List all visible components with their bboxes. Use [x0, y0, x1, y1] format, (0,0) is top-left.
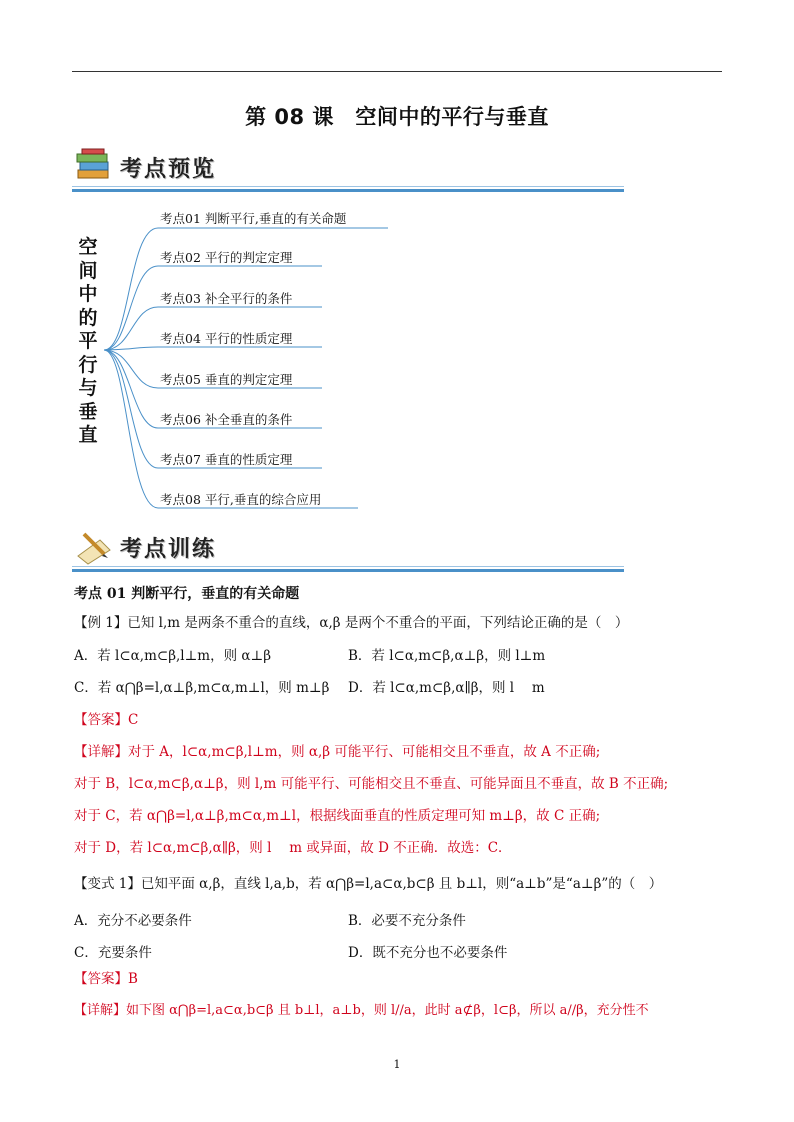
mindmap-node-01: 考点01 判断平行,垂直的有关命题 — [160, 211, 347, 226]
example1-option-a: A．若 l⊂α,m⊂β,l⊥m，则 α⊥β — [74, 648, 272, 664]
example1-detail-3: 对于 C，若 α⋂β=l,α⊥β,m⊂α,m⊥l，根据线面垂直的性质定理可知 m⊥β，故 C 正确; — [74, 808, 601, 824]
mindmap-node-02: 考点02 平行的判定定理 — [160, 250, 293, 265]
mindmap-root: 空 间 中 的 平 行 与 垂 直 — [78, 236, 98, 446]
example1-detail-2: 对于 B，l⊂α,m⊂β,α⊥β，则 l,m 可能平行、可能相交且不垂直、可能异面且不垂直，故 B 不正确; — [74, 776, 669, 792]
variant1-option-a: A．充分不必要条件 — [74, 913, 192, 929]
section-preview-title: 考点预览 — [120, 157, 217, 182]
mindmap-node-08: 考点08 平行,垂直的综合应用 — [160, 492, 322, 507]
mindmap-node-03: 考点03 补全平行的条件 — [160, 291, 293, 306]
variant1-option-b: B．必要不充分条件 — [348, 913, 466, 929]
page-number: 1 — [393, 1058, 401, 1071]
variant1-stem: 【变式 1】已知平面 α,β，直线 l,a,b，若 α⋂β=l,a⊂α,b⊂β 且 b⊥l，则“a⊥b”是“a⊥β”的（ ） — [74, 876, 663, 892]
example1-option-d: D．若 l⊂α,m⊂β,α∥β，则 l m — [348, 680, 545, 696]
point01-heading: 考点 01 判断平行，垂直的有关命题 — [74, 586, 300, 602]
example1-stem: 【例 1】已知 l,m 是两条不重合的直线，α,β 是两个不重合的平面，下列结论正确的是（ ） — [74, 615, 629, 631]
example1-detail-1: 【详解】对于 A，l⊂α,m⊂β,l⊥m，则 α,β 可能平行、可能相交且不垂直，故 A 不正确; — [74, 744, 601, 760]
mindmap-node-05: 考点05 垂直的判定定理 — [160, 372, 293, 387]
section-training-header — [72, 528, 624, 572]
variant1-option-d: D．既不充分也不必要条件 — [348, 945, 508, 961]
example1-option-c: C．若 α⋂β=l,α⊥β,m⊂α,m⊥l，则 m⊥β — [74, 680, 330, 696]
section-training-title: 考点训练 — [120, 537, 217, 562]
variant1-answer: 【答案】B — [74, 971, 138, 987]
page-title: 第 08 课 空间中的平行与垂直 — [245, 105, 549, 129]
example1-answer: 【答案】C — [74, 712, 139, 728]
pencil-paper-icon — [74, 528, 114, 566]
mindmap-node-04: 考点04 平行的性质定理 — [160, 331, 293, 346]
variant1-option-c: C．充要条件 — [74, 945, 152, 961]
example1-detail-4: 对于 D，若 l⊂α,m⊂β,α∥β，则 l m 或异面，故 D 不正确．故选：C． — [74, 840, 512, 856]
mindmap-connectors — [0, 0, 794, 520]
mindmap-node-06: 考点06 补全垂直的条件 — [160, 412, 293, 427]
example1-option-b: B．若 l⊂α,m⊂β,α⊥β，则 l⊥m — [348, 648, 546, 664]
variant1-detail-1: 【详解】如下图 α⋂β=l,a⊂α,b⊂β 且 b⊥l，a⊥b，则 l//a，此时 a⊄β，l⊂β，所以 a//β，充分性不 — [74, 1003, 649, 1018]
mindmap-node-07: 考点07 垂直的性质定理 — [160, 452, 293, 467]
